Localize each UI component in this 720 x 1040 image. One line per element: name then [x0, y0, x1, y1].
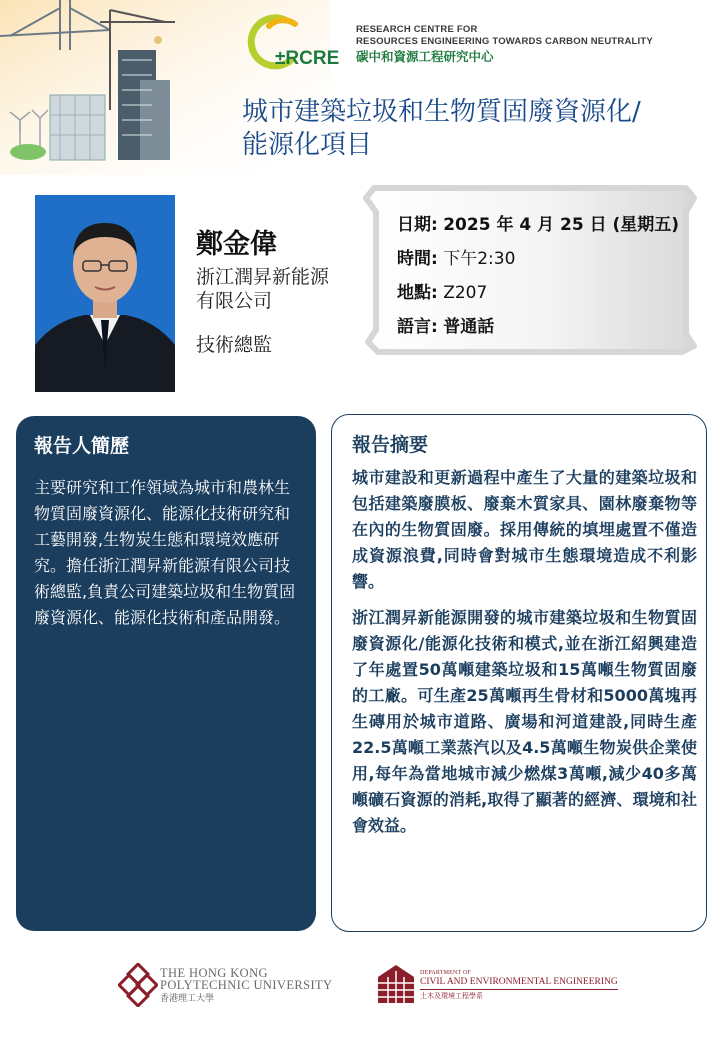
event-date-label: 日期: [397, 215, 438, 235]
speaker-org-line2: 有限公司 [196, 290, 273, 312]
event-time-row [397, 242, 679, 276]
org-name-chinese: 碳中和資源工程研究中心 [356, 50, 494, 64]
polyu-logo-icon [118, 963, 158, 1007]
abstract-heading: 報告摘要 [352, 434, 429, 456]
event-time-label: 時間: [397, 249, 438, 269]
speaker-org-line1: 浙江潤昇新能源 [196, 266, 330, 288]
event-date-row [397, 208, 679, 242]
cee-chinese: 土木及環境工程學系 [420, 992, 483, 1000]
bio-heading: 報告人簡歷 [34, 435, 130, 457]
polyu-wordmark [160, 967, 332, 1004]
event-language-label: 語言: [397, 317, 438, 337]
speaker-position: 技術總監 [196, 334, 273, 356]
abstract-text [352, 465, 697, 849]
cee-wordmark [420, 970, 618, 1001]
event-venue-value: Z207 [443, 283, 488, 303]
rcre-logo-text: ±RCRE [275, 48, 340, 69]
event-language-value: 普通話 [443, 317, 495, 337]
polyu-chinese: 香港理工大學 [160, 993, 215, 1003]
speaker-photo [35, 195, 175, 392]
rcre-logo [245, 12, 355, 74]
org-name-block [356, 24, 653, 66]
talk-title-line1: 城市建築垃圾和生物質固廢資源化/ [242, 97, 641, 127]
event-details [397, 208, 679, 344]
polyu-line2: POLYTECHNIC UNIVERSITY [160, 978, 333, 992]
event-date-value: 2025 年 4 月 25 日 (星期五) [443, 215, 680, 235]
event-language-row [397, 310, 679, 344]
cee-line2: CIVIL AND ENVIRONMENTAL ENGINEERING [420, 977, 618, 990]
cee-logo-icon [376, 963, 416, 1007]
talk-title [242, 96, 712, 162]
event-venue-label: 地點: [397, 283, 438, 303]
polyu-line1: THE HONG KONG [160, 966, 268, 980]
bio-text: 主要研究和工作領域為城市和農林生物質固廢資源化、能源化技術研究和工藝開發,生物炭生態和環境效應研究。擔任浙江潤昇新能源有限公司技術總監,負責公司建築垃圾和生物質固廢資源化、能源化技術和產品開發。 [34, 478, 296, 627]
talk-title-line2: 能源化項目 [242, 130, 373, 160]
speaker-organization [196, 265, 366, 313]
abstract-paragraph-1: 城市建設和更新過程中產生了大量的建築垃圾和包括建築廢膜板、廢棄木質家具、園林廢棄物等在內的生物質固廢。採用傳統的填埋處置不僅造成資源浪費,同時會對城市生態環境造成不利影響。 [352, 468, 697, 591]
abstract-paragraph-2: 浙江潤昇新能源開發的城市建築垃圾和生物質固廢資源化/能源化技術和模式,並在浙江紹興建造了年處置50萬噸建築垃圾和15萬噸生物質固廢的工廠。可生產25萬噸再生骨材和5000萬塊再生磚用於城市道路、廣場和河道建設,同時生產22.5萬噸工業蒸汽以及4.5萬噸生物炭供企業使用,每年為當地城市減少燃煤3萬噸,減少40多萬噸礦石資源的消耗,取得了顯著的經濟、環境和社會效益。 [352, 608, 697, 835]
org-name-line1: RESEARCH CENTRE FOR [356, 24, 478, 35]
org-name-line2: RESOURCES ENGINEERING TOWARDS CARBON NEUTRALITY [356, 36, 653, 47]
cee-line1: DEPARTMENT OF [420, 970, 472, 976]
event-venue-row [397, 276, 679, 310]
event-time-value: 下午2:30 [443, 249, 516, 269]
speaker-name: 鄭金偉 [196, 229, 277, 260]
